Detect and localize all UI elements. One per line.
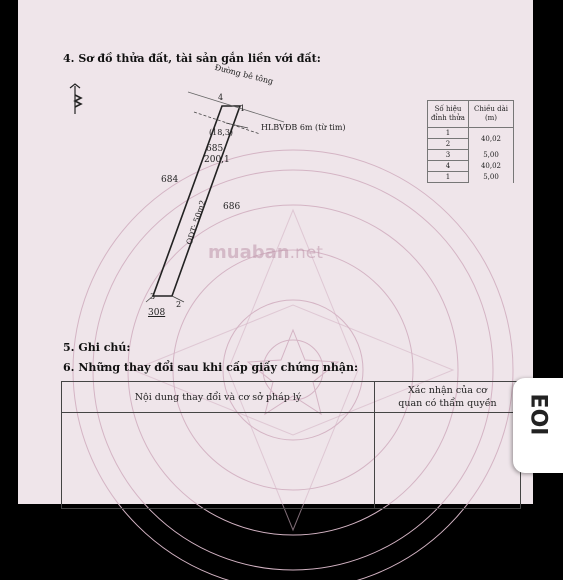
changes-col-content-header: Nội dung thay đổi và cơ sở pháp lý — [62, 382, 375, 413]
length-cell: 5,00 — [469, 172, 514, 183]
road-protection-label: HLBVĐB 6m (từ tim) — [261, 123, 346, 132]
changes-table — [61, 381, 521, 509]
changes-col-approval-header — [375, 382, 521, 413]
length-cell: 5,00 — [469, 150, 514, 161]
overlay-text: EOI — [525, 393, 551, 436]
vertex-2: 2 — [176, 300, 182, 309]
watermark-suffix: .net — [289, 243, 323, 263]
vertex-4: 4 — [218, 93, 224, 102]
watermark-main: muaban — [208, 242, 290, 263]
neighbor-parcel-684: 684 — [161, 175, 179, 185]
table-header-vertex: Số hiệu đỉnh thửa — [428, 101, 469, 128]
neighbor-parcel-686: 686 — [223, 202, 241, 212]
neighbor-parcel-308: 308 — [148, 308, 166, 318]
section-6-title: 6. Những thay đổi sau khi cấp giấy chứng nhận: — [63, 361, 359, 374]
vertex-cell: 4 — [428, 161, 469, 172]
parcel-number: 685 — [206, 144, 224, 154]
changes-approval-cell — [375, 413, 521, 509]
length-cell: 40,02 — [469, 161, 514, 172]
north-arrow-icon — [70, 84, 81, 114]
length-cell: 40,02 — [469, 128, 514, 150]
section-5-title: 5. Ghi chú: — [63, 341, 131, 354]
vertex-1: 1 — [240, 104, 246, 113]
approval-header-line2: quan có thẩm quyền — [398, 398, 497, 409]
vertex-cell: 1 — [428, 172, 469, 183]
parcel-area: 200,1 — [204, 155, 230, 165]
vertex-cell: 3 — [428, 150, 469, 161]
road-label: Đường bê tông — [213, 62, 275, 87]
overlay-widget[interactable] — [513, 378, 563, 473]
table-header-length: Chiều dài (m) — [469, 101, 514, 128]
section-4-title: 4. Sơ đồ thửa đất, tài sản gắn liền với đất: — [63, 52, 321, 65]
approval-header-line1: Xác nhận của cơ — [408, 385, 487, 396]
document-page — [18, 0, 533, 504]
setback-distance-label: (18,3) — [209, 128, 234, 137]
parcel-dimensions-table — [427, 100, 514, 183]
vertex-cell: 1 — [428, 128, 469, 139]
vertex-cell: 2 — [428, 139, 469, 150]
land-use-label: ODT: 50m2 — [184, 199, 208, 246]
site-watermark — [208, 242, 323, 263]
changes-content-cell — [62, 413, 375, 509]
vertex-3: 3 — [150, 292, 156, 301]
